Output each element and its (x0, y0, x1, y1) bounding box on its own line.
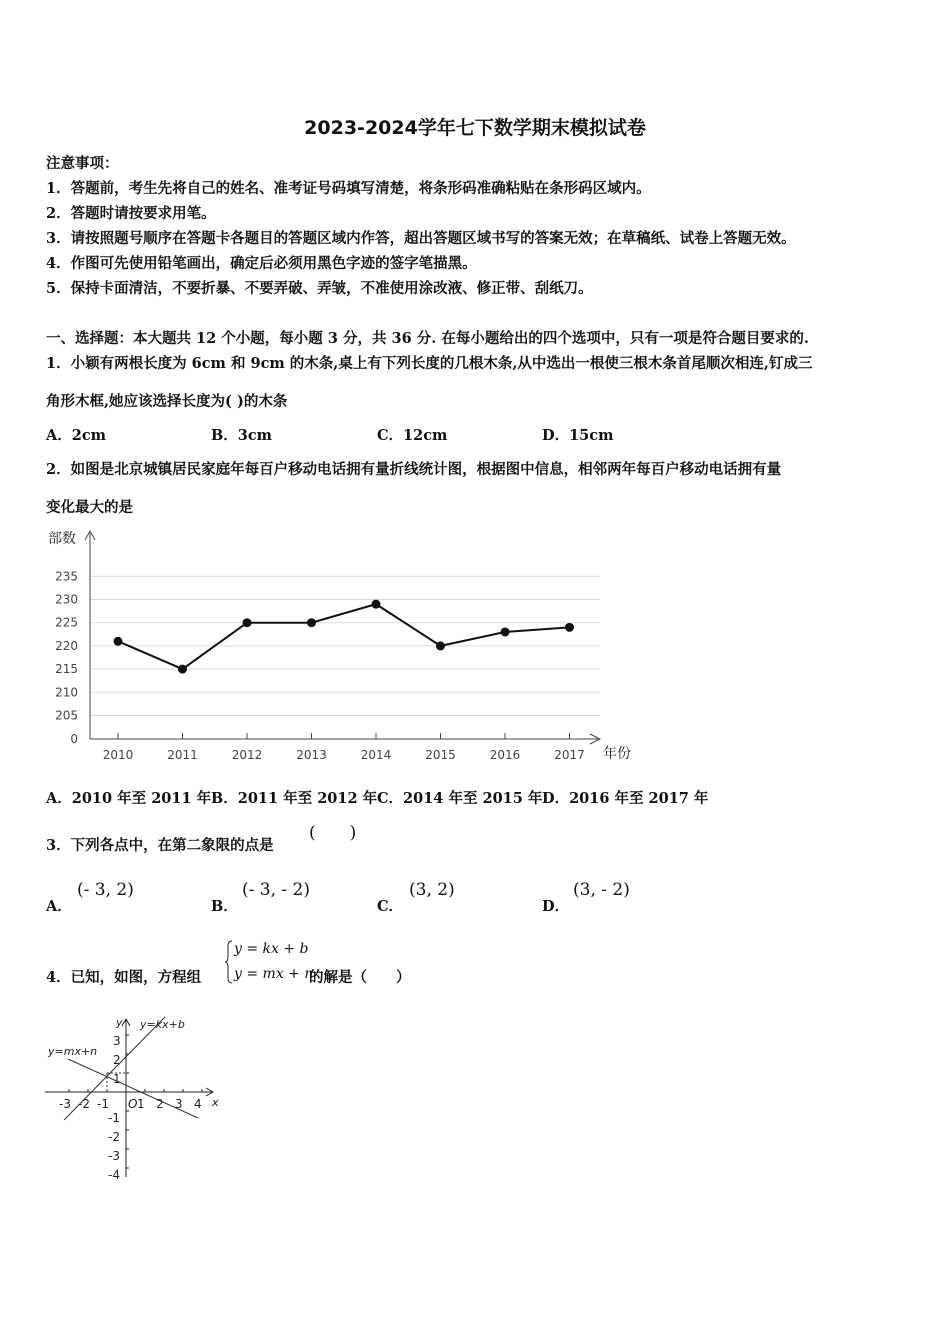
question-1-line1: 1．小颖有两根长度为 6cm 和 9cm 的木条,桌上有下列长度的几根木条,从中选出一根使三根木条首尾顺次相连,钉成三 (46, 355, 813, 372)
chart-y-tick-label: 215 (55, 662, 78, 677)
x-tick-label: -1 (97, 1097, 109, 1111)
chart-x-tick-label: 2012 (231, 748, 263, 762)
q3-option-c-letter: C． (377, 898, 404, 915)
chart-data-point (565, 623, 574, 632)
chart-data-point (307, 618, 316, 627)
chart-data-point (243, 618, 252, 627)
notes-heading: 注意事项： (46, 155, 119, 172)
y-tick-label: 3 (113, 1034, 121, 1048)
y-tick-label: -3 (108, 1149, 120, 1163)
equation-1: y = kx + b (234, 941, 309, 957)
chart-series-line (118, 604, 570, 669)
chart-y-label: 部数 (48, 531, 76, 547)
chart-data-point (436, 641, 445, 650)
chart-x-tick-label: 2013 (296, 748, 327, 762)
chart-y-ticks (55, 569, 78, 746)
system-brace-icon (224, 940, 234, 984)
line-chart (40, 525, 650, 770)
chart-x-tick-label: 2017 (554, 748, 585, 762)
x-tick-label: -3 (59, 1097, 71, 1111)
chart-y-tick-label: 225 (55, 615, 78, 630)
q3-option-d-value: (3, - 2) (573, 880, 630, 900)
x-tick-label: 4 (194, 1097, 202, 1111)
y-tick-label: -2 (108, 1130, 120, 1144)
chart-y-tick-label: 0 (70, 732, 78, 746)
y-tick-label: 1 (113, 1072, 121, 1086)
label-mx-n: y=mx+n (48, 1045, 98, 1058)
question-2-line2: 变化最大的是 (46, 499, 133, 516)
question-1-line2: 角形木框,她应该选择长度为( )的木条 (46, 393, 288, 410)
chart-x-tick-label: 2010 (102, 748, 134, 762)
x-tick-label: 2 (156, 1097, 164, 1111)
chart-y-tick-label: 220 (55, 638, 78, 653)
q3-option-a-letter: A． (46, 898, 72, 915)
chart-x-tick-label: 2014 (360, 748, 392, 762)
q3-paren: ( ) (309, 823, 357, 843)
chart-data-point (178, 665, 187, 674)
label-kx-b: y=kx+b (140, 1018, 185, 1031)
y-tick-label: -1 (108, 1111, 120, 1125)
chart-x-tick-label: 2015 (425, 748, 456, 762)
q3-option-c-value: (3, 2) (409, 880, 455, 900)
chart-x-tick-label: 2011 (167, 748, 198, 762)
page-title: 2023-2024学年七下数学期末模拟试卷 (304, 117, 646, 139)
chart-data-point (501, 627, 510, 636)
question-2-line1: 2．如图是北京城镇居民家庭年每百户移动电话拥有量折线统计图，根据图中信息，相邻两年每百户移动电话拥有量 (46, 461, 782, 478)
chart-y-tick-label: 230 (55, 592, 78, 607)
chart-y-tick-label: 235 (55, 569, 78, 584)
y-tick-label: -4 (108, 1168, 120, 1182)
question-3: 3．下列各点中，在第二象限的点是 (46, 837, 274, 854)
q2-option-c: C．2014 年至 2015 年 (377, 790, 543, 807)
q2-option-d: D．2016 年至 2017 年 (542, 790, 709, 807)
q1-option-b: B．3cm (211, 427, 273, 444)
q3-option-b-value: (- 3, - 2) (242, 880, 310, 900)
y-tick-label: 2 (113, 1053, 121, 1067)
x-tick-label: 3 (175, 1097, 183, 1111)
chart-y-tick-label: 205 (55, 708, 78, 723)
chart-points (114, 600, 575, 674)
chart-data-point (372, 600, 381, 609)
coordinate-graph (40, 1012, 230, 1182)
graph-x-label: x (212, 1096, 219, 1109)
note-item: 1．答题前，考生先将自己的姓名、准考证号码填写清楚，将条形码准确粘贴在条形码区域内。 (46, 180, 651, 197)
q3-option-b-letter: B． (211, 898, 238, 915)
equation-2: y = mx + n (234, 966, 314, 982)
x-tick-label: -2 (78, 1097, 90, 1111)
chart-x-tick-label: 2016 (489, 748, 521, 762)
q1-option-c: C．12cm (377, 427, 448, 444)
q1-option-a: A．2cm (46, 427, 107, 444)
note-item: 5．保持卡面清洁，不要折暴、不要弄破、弄皱，不准使用涂改液、修正带、刮纸刀。 (46, 280, 593, 297)
q1-option-d: D．15cm (542, 427, 614, 444)
q2-option-a: A．2010 年至 2011 年 (46, 790, 212, 807)
chart-y-tick-label: 210 (55, 685, 78, 700)
graph-y-label: y (116, 1016, 123, 1029)
section-heading: 一、选择题：本大题共 12 个小题，每小题 3 分，共 36 分. 在每小题给出的四个选项中，只有一项是符合题目要求的. (46, 330, 809, 347)
q2-option-b: B．2011 年至 2012 年 (211, 790, 378, 807)
note-item: 3．请按照题号顺序在答题卡各题目的答题区域内作答，超出答题区域书写的答案无效；在草稿纸、试卷上答题无效。 (46, 230, 796, 247)
chart-x-ticks (103, 733, 585, 762)
note-item: 4．作图可先使用铅笔画出，确定后必须用黑色字迹的签字笔描黑。 (46, 255, 477, 272)
note-item: 2．答题时请按要求用笔。 (46, 205, 216, 222)
graph-origin: O (128, 1097, 138, 1111)
q3-option-a-value: (- 3, 2) (77, 880, 134, 900)
question-4-prefix: 4．已知，如图，方程组 (46, 969, 202, 986)
question-4-suffix: 的解是（ ） (309, 969, 411, 986)
chart-x-label: 年份 (603, 746, 631, 762)
chart-grid (90, 576, 600, 715)
chart-data-point (114, 637, 123, 646)
x-tick-label: 1 (137, 1097, 145, 1111)
q3-option-d-letter: D． (542, 898, 570, 915)
